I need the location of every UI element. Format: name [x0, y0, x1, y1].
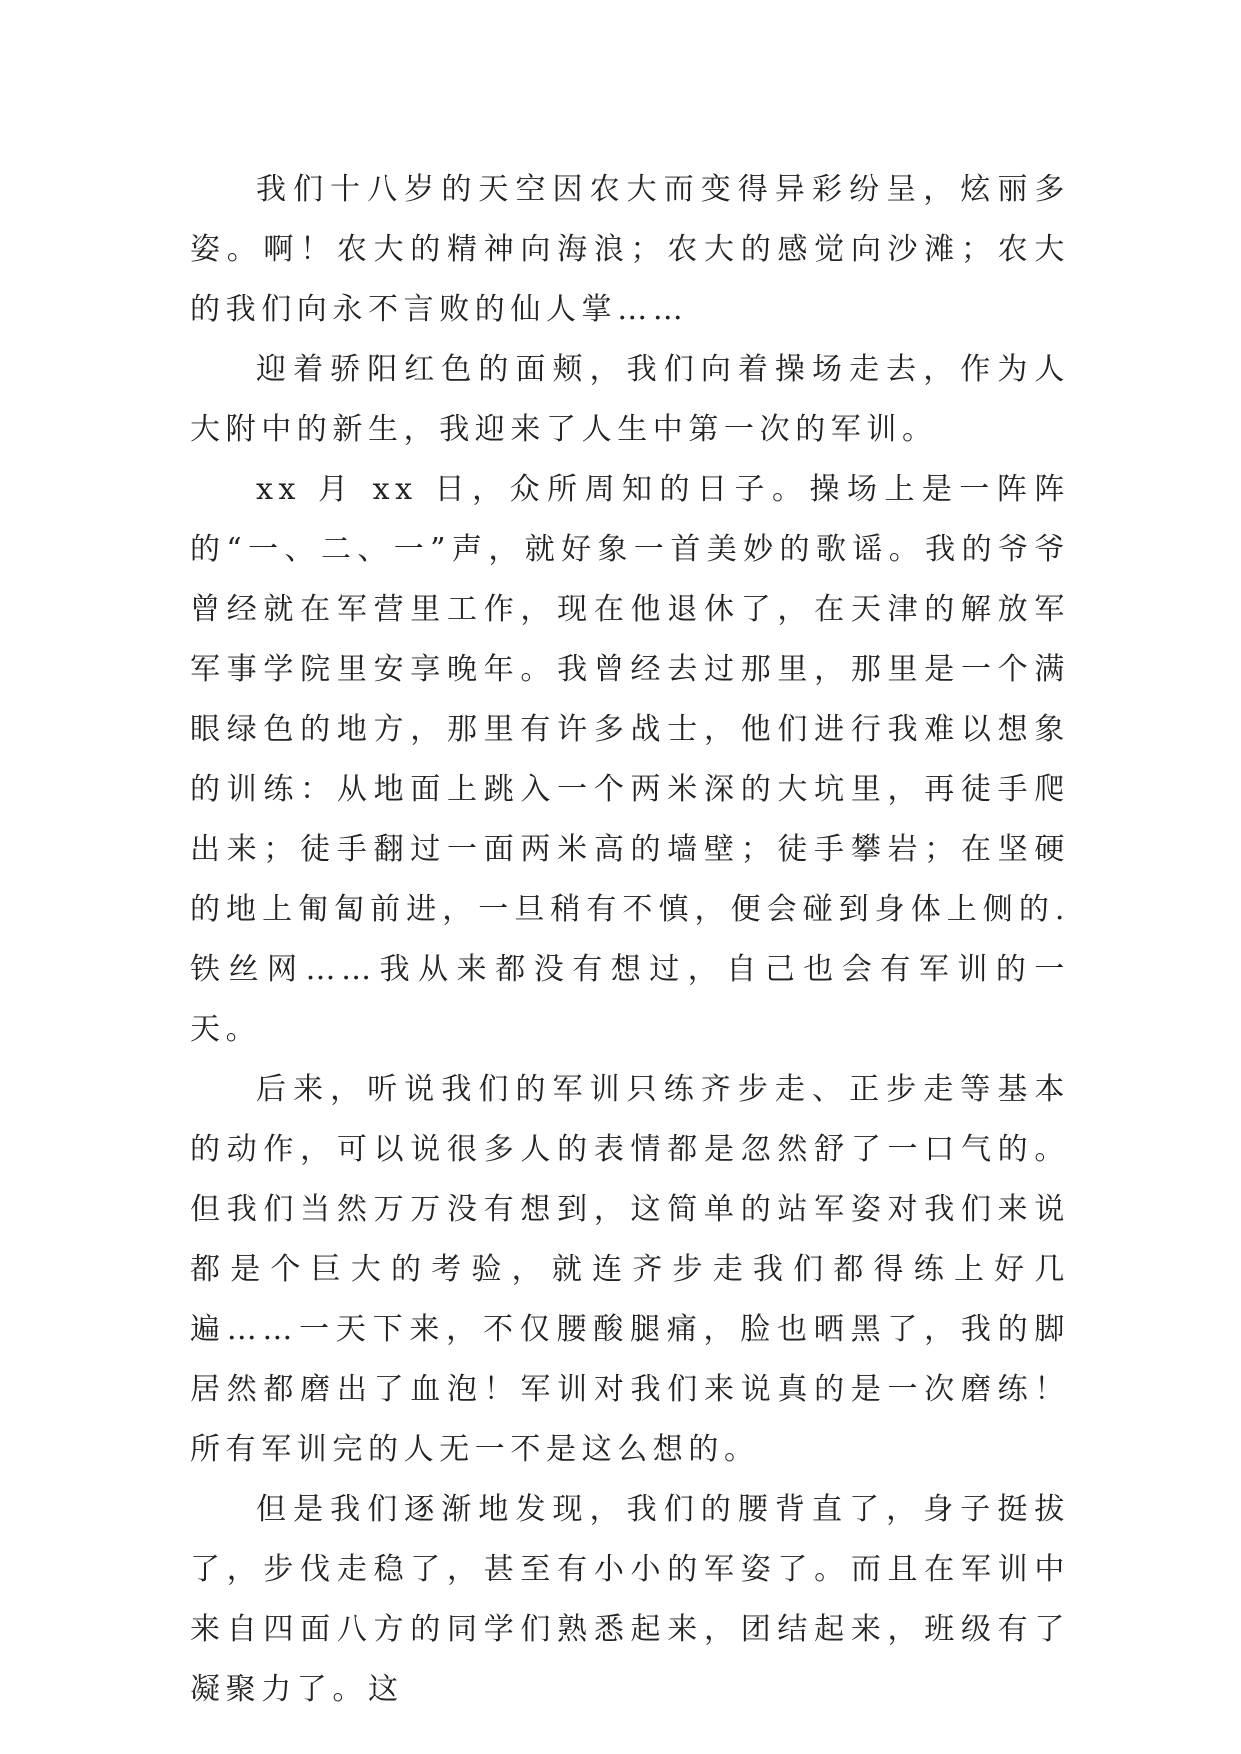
paragraph-5: 但是我们逐渐地发现，我们的腰背直了，身子挺拔了，步伐走稳了，甚至有小小的军姿了。而且在军训中来自四面八方的同学们熟悉起来，团结起来，班级有了凝聚力了。这	[190, 1492, 1070, 1707]
document-body	[190, 160, 1070, 1720]
paragraph-1: 我们十八岁的天空因农大而变得异彩纷呈，炫丽多姿。啊！农大的精神向海浪；农大的感觉向沙滩；农大的我们向永不言败的仙人掌……	[190, 172, 1070, 327]
paragraph-4: 后来，听说我们的军训只练齐步走、正步走等基本的动作，可以说很多人的表情都是忽然舒了一口气的。但我们当然万万没有想到，这简单的站军姿对我们来说都是个巨大的考验，就连齐步走我们都得练上好几遍……一天下来，不仅腰酸腿痛，脸也晒黑了，我的脚居然都磨出了血泡！军训对我们来说真的是一次磨练！所有军训完的人无一不是这么想的。	[190, 1072, 1070, 1467]
paragraph-2: 迎着骄阳红色的面颊，我们向着操场走去，作为人大附中的新生，我迎来了人生中第一次的军训。	[190, 352, 1070, 447]
paragraph-3: xx 月 xx 日，众所周知的日子。操场上是一阵阵的“一、二、一”声，就好象一首美妙的歌谣。我的爷爷曾经就在军营里工作，现在他退休了，在天津的解放军军事学院里安享晚年。我曾经去过那里，那里是一个满眼绿色的地方，那里有许多战士，他们进行我难以想象的训练：从地面上跳入一个两米深的大坑里，再徒手爬出来；徒手翻过一面两米高的墙壁；徒手攀岩；在坚硬的地上匍匐前进，一旦稍有不慎，便会碰到身体上侧的.铁丝网……我从来都没有想过，自己也会有军训的一天。	[190, 472, 1070, 1047]
